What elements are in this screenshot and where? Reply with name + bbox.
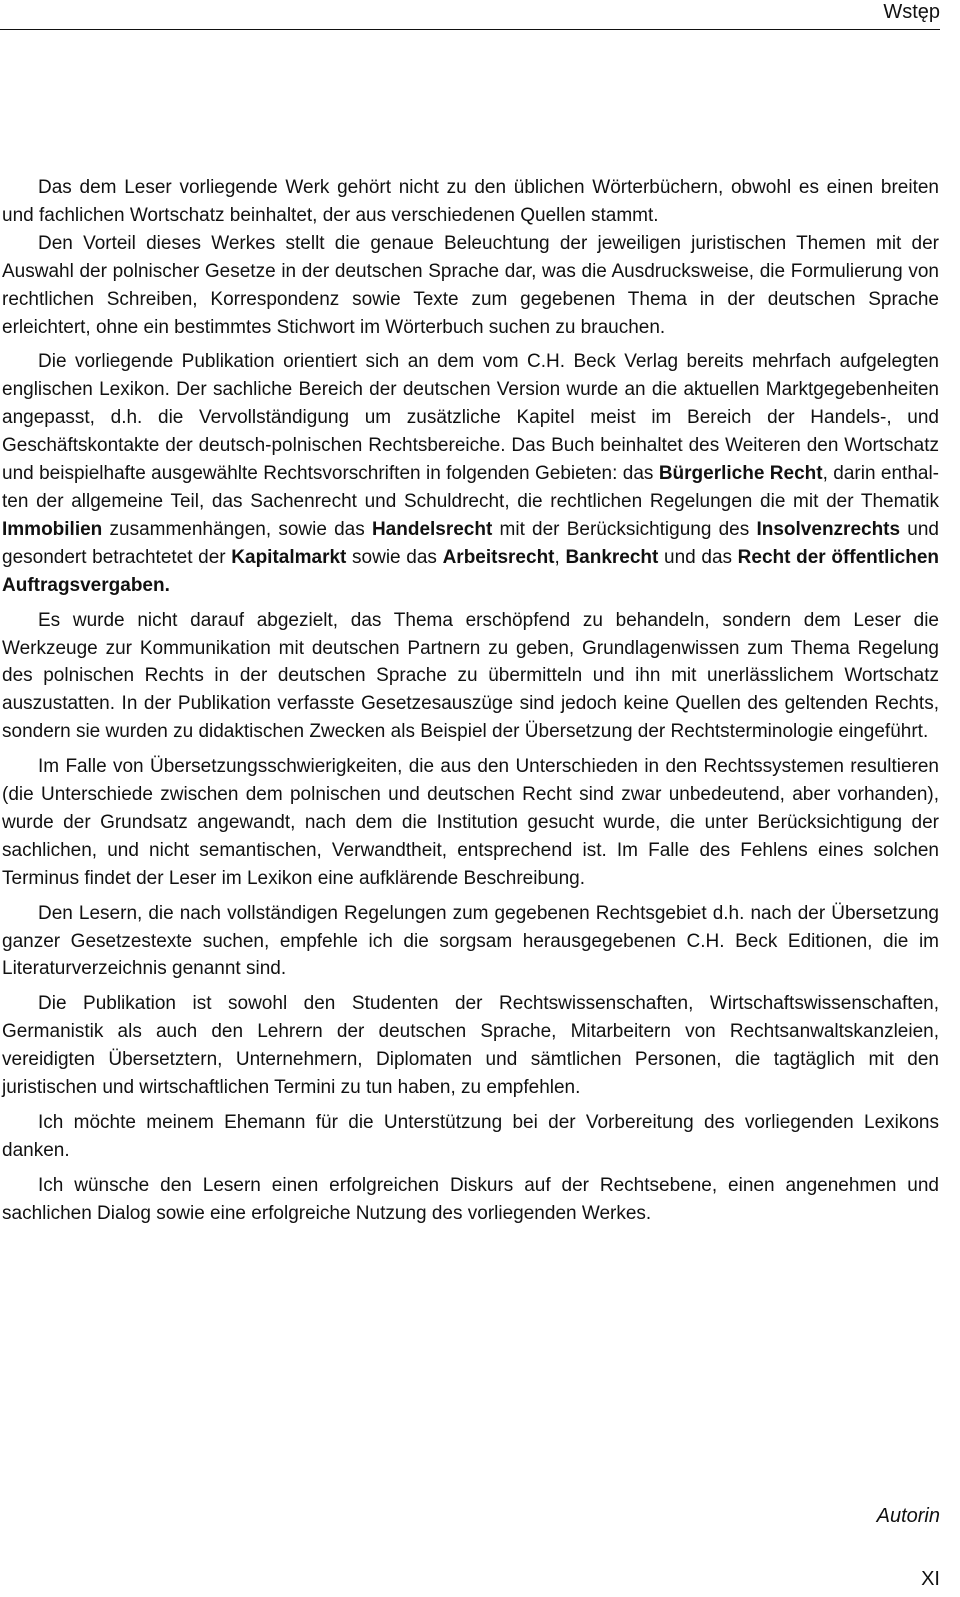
paragraph-text: sowie das: [346, 546, 443, 568]
paragraph-text: Die vorliegende Publikation orientiert sich an dem vom C.H. Beck Verlag bereits mehrfach aufgelegten englischen Lexikon. Der sachliche Bereich der deutschen Version wurde an die aktuellen Marktgegebenheiten angepasst, d.h. die Vervollständigung um zusätzliche Kapitel meist im Bereich der Handels-, und Geschäftskontakte der deutsch-polnischen Rechtsbereiche. Das Buch beinhaltet des Weiteren den Wortschatz und beispielhafte ausgewählte Rechtsvorschriften in folgenden Gebieten: das: [2, 351, 939, 485]
bold-term: Handelsrecht: [371, 518, 493, 540]
bold-term: Bankrecht: [565, 546, 659, 568]
bold-term: Bürgerliche Recht: [658, 463, 823, 485]
paragraph-2: [2, 230, 939, 342]
paragraph-text: ,: [554, 546, 566, 568]
bold-term: Insolvenzrechts: [756, 518, 901, 540]
bold-term: Arbeitsrecht: [442, 546, 555, 568]
paragraph-8: [2, 1109, 939, 1165]
paragraph-5: [2, 753, 939, 893]
paragraph-text: Das dem Leser vorliegende Werk gehört nicht zu den üblichen Wörterbüchern, obwohl es einen breiten und fachlichen Wortschatz beinhaltet, der aus verschiedenen Quellen stammt.: [2, 177, 939, 226]
bold-term: Immobilien: [2, 518, 103, 540]
running-header: Wstęp: [883, 1, 940, 23]
bold-term: Recht der öffentlichen Auftragsvergaben.: [2, 546, 940, 596]
paragraph-text: mit der Berücksichtigung des: [492, 518, 757, 540]
paragraph-text: Es wurde nicht darauf abgezielt, das Thema erschöpfend zu behandeln, sondern dem Leser die Werkzeuge zur Kommunikation mit deutschen Partnern zu geben, Grundlagenwissen zum Thema Regelung des polnischen Rechts in der deutschen Sprache zu übermitteln und ihn mit unerlässlichem Wortschatz auszustatten. In der Publikation verfasste Gesetzesauszüge sind jedoch keine Quellen des geltenden Rechts, sondern sie wurden zu didaktischen Zwecken als Beispiel der Übersetzung der Rechtsterminologie eingeführt.: [2, 609, 939, 743]
paragraph-4: [2, 607, 939, 747]
page-number: XI: [921, 1568, 940, 1590]
paragraph-text: Ich wünsche den Lesern einen erfolgreichen Diskurs auf der Rechtsebene, einen angenehmen und sachlichen Dialog sowie eine erfolgreiche Nutzung des vorliegenden Werkes.: [2, 1174, 939, 1224]
body-text: [2, 174, 939, 1235]
paragraph-1: [2, 174, 939, 230]
author-signature: Autorin: [876, 1505, 940, 1527]
paragraph-3: [2, 348, 939, 599]
paragraph-9: [2, 1172, 939, 1228]
paragraph-text: Ich möchte meinem Ehemann für die Unterstützung bei der Vorbereitung des vorliegenden Lexikons danken.: [2, 1112, 939, 1161]
bold-term: Kapitalmarkt: [231, 546, 347, 568]
paragraph-6: [2, 900, 939, 984]
paragraph-text: und das: [658, 546, 738, 568]
paragraph-text: Den Vorteil dieses Werkes stellt die genaue Beleuchtung der jeweiligen juristischen Themen mit der Auswahl der polnischer Gesetze in der deutschen Sprache dar, was die Ausdrucksweise, die Formulierung von rechtlichen Schreiben, Korrespondenz sowie Texte zum gegebenen Thema in der deutschen Sprache erleichtert, ohne ein bestimmtes Stichwort im Wörterbuch suchen zu brauchen.: [2, 232, 939, 338]
header-rule: [0, 29, 940, 30]
paragraph-text: Im Falle von Übersetzungsschwierigkeiten, die aus den Unterschieden in den Rechtssystemen resultieren (die Unterschiede zwischen dem polnischen und deutschen Recht sind zwar unbedeutend, aber vorhanden), wurde der Grundsatz angewandt, nach dem die Institution gesucht wurde, die unter Berücksichtigung der sachlichen, und nicht semantischen, Verwandtheit, entsprechend ist. Im Falle des Fehlens eines solchen Terminus findet der Leser im Lexikon eine aufklärende Beschreibung.: [2, 756, 939, 889]
paragraph-7: [2, 990, 939, 1102]
paragraph-text: Den Lesern, die nach vollständigen Regelungen zum gegebenen Rechtsgebiet d.h. nach der Übersetzung ganzer Gesetzestexte suchen, empfehle ich die sorgsam herausgegebenen C.H. Beck Editionen, die im Literaturverzeichnis genannt sind.: [2, 902, 939, 980]
paragraph-text: , darin enthalten der allgemeine Teil, das Sachenrecht und Schuldrecht, die rechtlichen Regelungen die mit der Thematik: [2, 463, 939, 512]
paragraph-text: und gesondert betrachtetet der: [2, 518, 939, 568]
paragraph-text: Die Publikation ist sowohl den Studenten der Rechtswissenschaften, Wirtschaftswissenschaften, Germanistik als auch den Lehrern der deutschen Sprache, Mitarbeitern von Rechtsanwaltskanzleien, vereidigten Übersetztern, Unternehmern, Diplomaten und sämtlichen Personen, die tagtäglich mit den juristischen und wirtschaftlichen Termini zu tun haben, zu empfehlen.: [2, 993, 939, 1099]
paragraph-text: zusammenhängen, sowie das: [102, 518, 372, 540]
